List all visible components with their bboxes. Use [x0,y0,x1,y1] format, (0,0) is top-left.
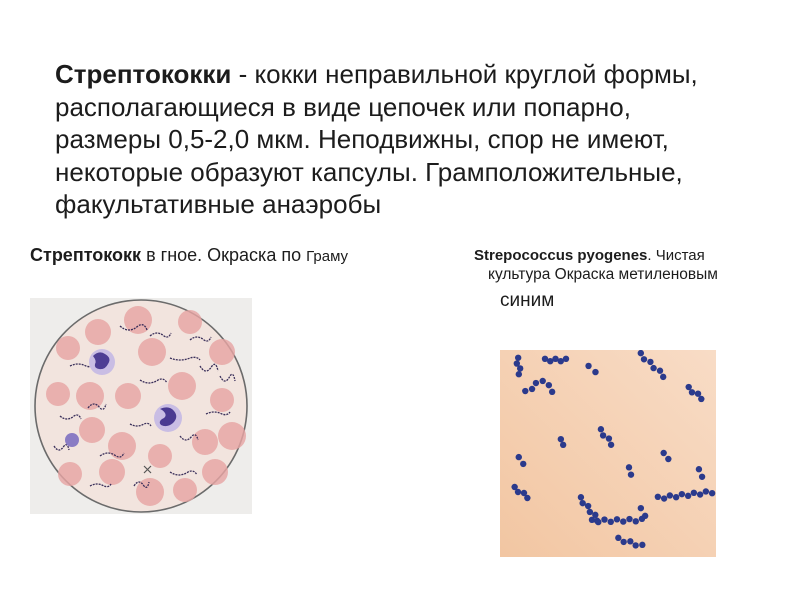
coccus [515,489,521,495]
coccus [540,378,546,384]
intro-line-text: некоторые образуют капсулы. Грамположительные, [55,156,683,187]
coccus [639,542,645,548]
intro-line-text: размеры 0,5-2,0 мкм. Неподвижны, спор не имеют, [55,124,669,154]
right-caption-line-1-rest: . Чистая [647,247,705,264]
erythrocyte [148,444,172,468]
culture-background [500,350,716,557]
coccus [606,435,612,441]
coccus [587,509,593,515]
intro-line-text: располагающиеся в виде цепочек или попарно, [55,91,631,122]
intro-line-text: - кокки неправильной круглой формы, [231,59,698,89]
erythrocyte [218,422,246,450]
coccus [517,365,523,371]
erythrocyte [209,339,235,365]
coccus [695,390,701,396]
coccus [638,350,644,356]
coccus [546,382,552,388]
coccus [641,356,647,362]
coccus [578,494,584,500]
coccus [585,503,591,509]
erythrocyte [192,429,218,455]
coccus [620,518,626,524]
intro-line [55,123,775,156]
erythrocyte [76,382,104,410]
erythrocyte [46,382,70,406]
coccus [650,365,656,371]
coccus [615,535,621,541]
intro-line [55,156,775,189]
erythrocyte [85,319,111,345]
coccus [660,374,666,380]
coccus [698,396,704,402]
coccus [626,516,632,522]
coccus [703,488,709,494]
left-caption-term: Стрептококк [30,245,142,265]
coccus [628,471,634,477]
coccus [520,461,526,467]
erythrocyte [56,336,80,360]
coccus [696,466,702,472]
right-caption-line-1 [474,246,705,266]
right-caption-line-2: культура Окраска метиленовым [488,266,718,283]
intro-line [55,58,775,91]
coccus [608,519,614,525]
coccus [592,369,598,375]
erythrocyte [173,478,197,502]
coccus [560,442,566,448]
intro-line-text: факультативные анаэробы [55,189,382,219]
erythrocyte [168,372,196,400]
left-image-caption [30,243,348,269]
coccus [709,490,715,496]
coccus [522,388,528,394]
erythrocyte [210,388,234,412]
coccus [691,490,697,496]
left-caption-text: в гное. Окраска по [141,245,307,265]
right-caption-term: Strepococcus pyogenes [474,247,648,264]
coccus [697,491,703,497]
erythrocyte [138,338,166,366]
coccus [679,491,685,497]
erythrocyte [115,383,141,409]
coccus [620,539,626,545]
coccus [660,450,666,456]
neutrophil [154,404,182,432]
right-caption-line-3: синим [500,290,555,311]
coccus [657,368,663,374]
coccus [685,493,691,499]
coccus [655,494,661,500]
coccus [614,516,620,522]
erythrocyte [108,432,136,460]
erythrocyte [58,462,82,486]
small-cell [65,433,79,447]
coccus [598,426,604,432]
intro-term: Стрептококки [55,59,232,89]
left-caption-small: Граму [306,248,349,265]
intro-line [55,91,775,124]
coccus [689,389,695,395]
coccus [627,538,633,544]
coccus [665,456,671,462]
coccus [589,517,595,523]
coccus [563,356,569,362]
neutrophil [89,349,115,375]
coccus [524,495,530,501]
coccus [685,384,691,390]
coccus [600,432,606,438]
erythrocyte [99,459,125,485]
coccus [529,386,535,392]
coccus [516,371,522,377]
methylene-blue-culture-image [500,350,716,557]
coccus [633,518,639,524]
coccus [515,355,521,361]
erythrocyte [79,417,105,443]
coccus [533,380,539,386]
coccus [595,519,601,525]
erythrocyte [202,459,228,485]
coccus [667,492,673,498]
coccus [638,505,644,511]
coccus [549,389,555,395]
coccus [516,454,522,460]
coccus [601,516,607,522]
coccus [661,495,667,501]
coccus [647,359,653,365]
coccus [632,542,638,548]
gram-stain-pus-image [30,296,252,516]
coccus [642,513,648,519]
coccus [558,436,564,442]
coccus [626,464,632,470]
coccus [673,494,679,500]
coccus [608,442,614,448]
coccus [579,500,585,506]
intro-paragraph [55,58,775,221]
erythrocyte [178,310,202,334]
intro-line [55,188,775,221]
coccus [699,474,705,480]
coccus [585,363,591,369]
